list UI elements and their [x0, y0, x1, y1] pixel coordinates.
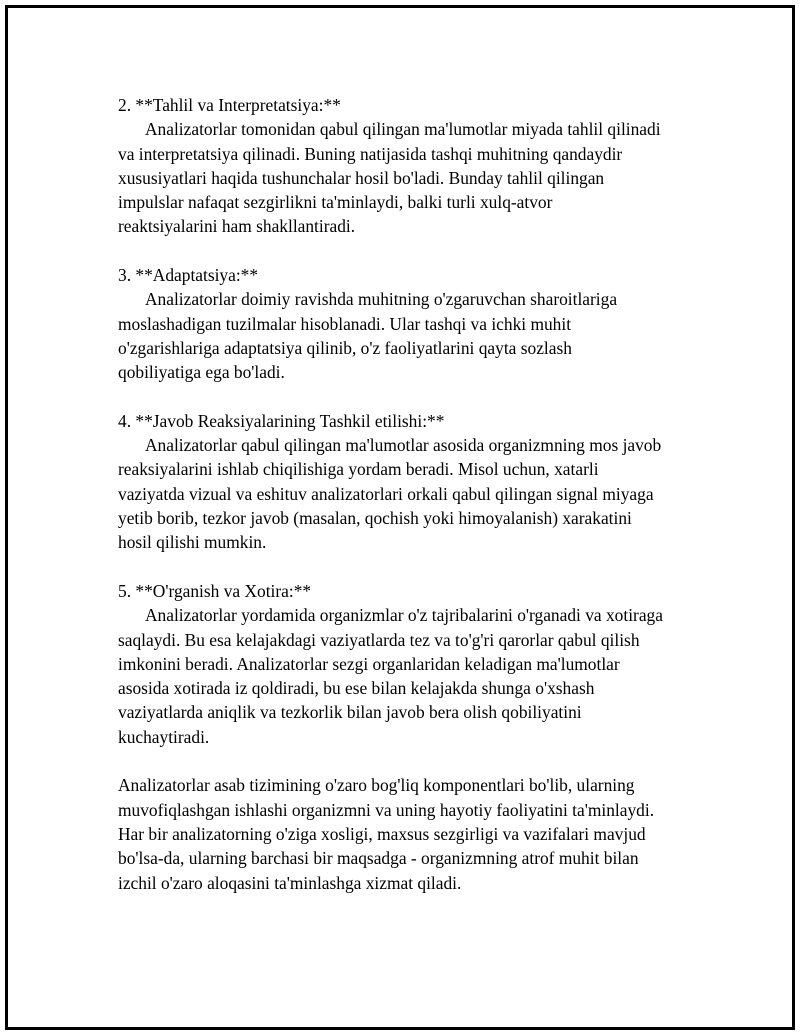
- section-heading: 3. **Adaptatsiya:**: [118, 265, 259, 286]
- section-heading: 2. **Tahlil va Interpretatsiya:**: [118, 95, 341, 115]
- section-adaptatsiya: [118, 263, 698, 384]
- paragraph-line: vaziyatda vizual va eshituv analizatorlari orkali qabul qilingan signal miyaga: [118, 483, 654, 504]
- paragraph-line: asosida xotirada iz qoldiradi, bu ese bilan kelajakda shunga o'xshash: [118, 678, 595, 699]
- section-heading: 4. **Javob Reaksiyalarining Tashkil etilishi:**: [118, 410, 445, 431]
- paragraph-line: Analizatorlar yordamida organizmlar o'z tajribalarini o'rganadi va xotiraga: [145, 605, 663, 626]
- paragraph-line: Har bir analizatorning o'ziga xosligi, maxsus sezgirligi va vazifalari mavjud: [118, 823, 646, 844]
- conclusion-paragraph: [118, 773, 698, 894]
- paragraph-line: o'zgarishlariga adaptatsiya qilinib, o'z faoliyatlarini qayta sozlash: [118, 337, 572, 358]
- paragraph-line: Analizatorlar tomonidan qabul qilingan ma'lumotlar miyada tahlil qilinadi: [145, 119, 661, 140]
- paragraph-line: vaziyatlarda aniqlik va tezkorlik bilan javob bera olish qobiliyatini: [118, 702, 582, 723]
- paragraph-line: izchil o'zaro aloqasini ta'minlashga xizmat qiladi.: [118, 872, 462, 893]
- paragraph-line: saqlaydi. Bu esa kelajakdagi vaziyatlarda tez va to'g'ri qarorlar qabul qilish: [118, 629, 640, 650]
- section-heading: 5. **O'rganish va Xotira:**: [118, 580, 312, 601]
- paragraph-line: xususiyatlari haqida tushunchalar hosil bo'ladi. Bunday tahlil qilingan: [118, 167, 605, 188]
- paragraph-line: qobiliyatiga ega bo'ladi.: [118, 362, 285, 383]
- paragraph-line: va interpretatsiya qilinadi. Buning natijasida tashqi muhitning qandaydir: [118, 143, 623, 164]
- paragraph-line: hosil qilishi mumkin.: [118, 532, 267, 553]
- paragraph-line: Analizatorlar asab tizimining o'zaro bog'liq komponentlari bo'lib, ularning: [118, 775, 635, 796]
- paragraph-line: kuchaytiradi.: [118, 726, 210, 747]
- section-javob-reaksiyalari: [118, 409, 698, 555]
- paragraph-line: reaktsiyalarini ham shakllantiradi.: [118, 216, 356, 237]
- paragraph-line: imkonini beradi. Analizatorlar sezgi organlaridan keladigan ma'lumotlar: [118, 653, 620, 674]
- paragraph-line: bo'lsa-da, ularning barchasi bir maqsadga - organizmning atrof muhit bilan: [118, 848, 639, 869]
- paragraph-line: Analizatorlar qabul qilingan ma'lumotlar asosida organizmning mos javob: [145, 435, 662, 456]
- paragraph-line: impulslar nafaqat sezgirlikni ta'minlaydi, balki turli xulq-atvor: [118, 192, 553, 213]
- paragraph-line: reaksiyalarini ishlab chiqilishiga yordam beradi. Misol uchun, xatarli: [118, 459, 599, 480]
- document-body: [118, 93, 698, 919]
- paragraph-line: muvofiqlashgan ishlashi organizmni va uning hayotiy faoliyatini ta'minlaydi.: [118, 799, 655, 820]
- paragraph-line: Analizatorlar doimiy ravishda muhitning o'zgaruvchan sharoitlariga: [145, 289, 618, 310]
- section-tahlil-va-interpretatsiya: [118, 93, 698, 239]
- paragraph-line: yetib borib, tezkor javob (masalan, qochish yoki himoyalanish) xarakatini: [118, 508, 632, 529]
- paragraph-line: moslashadigan tuzilmalar hisoblanadi. Ular tashqi va ichki muhit: [118, 313, 572, 334]
- section-organish-va-xotira: [118, 579, 698, 749]
